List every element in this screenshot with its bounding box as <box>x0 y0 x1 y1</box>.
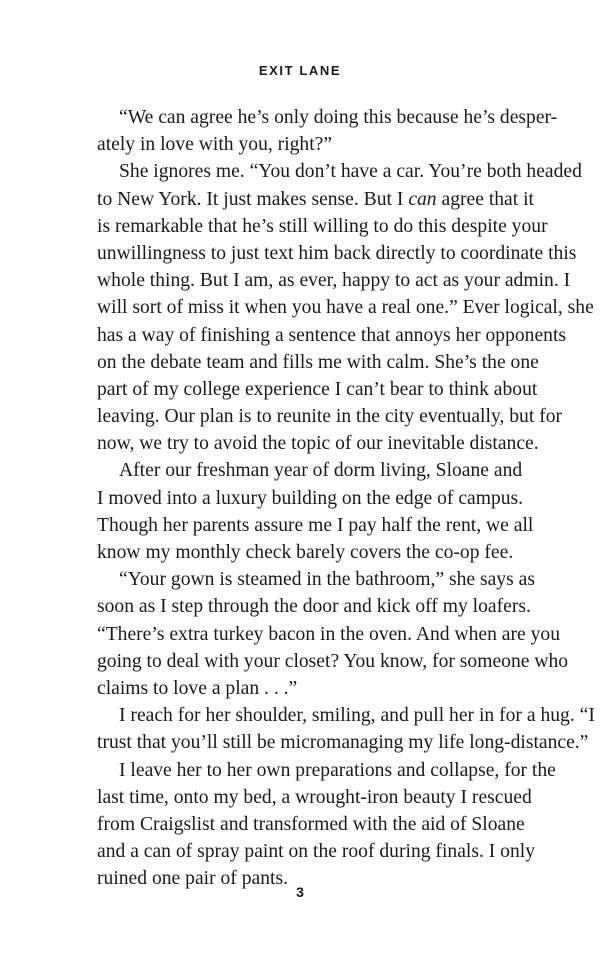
paragraph <box>97 457 534 566</box>
text-line: “We can agree he’s only doing this because he’s desper- <box>119 107 558 128</box>
text-line: I leave her to her own preparations and collapse, for the <box>119 759 556 781</box>
paragraph <box>97 566 569 702</box>
text-line: part of my college experience I can’t bear to think about <box>97 378 538 400</box>
paragraph <box>97 158 594 457</box>
text-line: ately in love with you, right?” <box>97 134 333 156</box>
text-line: is remarkable that he’s still willing to do this despite your <box>97 215 548 237</box>
text-line: She ignores me. “You don’t have a car. You’re both headed <box>119 161 582 183</box>
paragraph <box>97 104 558 158</box>
text-line: Though her parents assure me I pay half the rent, we all <box>97 514 534 536</box>
text-line: “Your gown is steamed in the bathroom,” she says as <box>119 569 535 591</box>
text-line: last time, onto my bed, a wrought-iron beauty I rescued <box>97 786 532 808</box>
text-line: I reach for her shoulder, smiling, and pull her in for a hug. “I <box>119 705 595 727</box>
text-line: has a way of finishing a sentence that annoys her opponents <box>97 324 567 346</box>
text-line: know my monthly check barely covers the co-op fee. <box>97 542 514 563</box>
text-line: After our freshman year of dorm living, Sloane and <box>119 460 523 482</box>
text-line: now, we try to avoid the topic of our inevitable distance. <box>97 433 539 455</box>
text-line: on the debate team and fills me with calm. She’s the one <box>97 351 539 373</box>
text-line: unwillingness to just text him back directly to coordinate this <box>97 242 577 264</box>
page-number: 3 <box>296 884 304 900</box>
text-line: will sort of miss it when you have a real one.” Ever logical, she <box>97 297 594 319</box>
text-line: I moved into a luxury building on the edge of campus. <box>97 487 524 509</box>
text-segment: agree that it <box>436 188 534 210</box>
text-segment: to New York. It just makes sense. But I <box>97 188 409 210</box>
text-line: soon as I step through the door and kick off my loafers. <box>97 596 531 618</box>
emphasis-word: can <box>408 188 437 210</box>
text-line: going to deal with your closet? You know, for someone who <box>97 650 569 672</box>
paragraph <box>97 702 595 756</box>
body-text <box>97 104 595 892</box>
paragraph <box>97 757 556 893</box>
text-line: trust that you’ll still be micromanaging my life long-distance.” <box>97 732 589 754</box>
text-line: claims to love a plan . . .” <box>97 677 298 699</box>
text-line <box>97 186 534 213</box>
text-line: whole thing. But I am, as ever, happy to act as your admin. I <box>97 270 571 292</box>
text-line: “There’s extra turkey bacon in the oven. And when are you <box>97 623 561 645</box>
text-line: from Craigslist and transformed with the aid of Sloane <box>97 813 525 835</box>
text-line: ruined one pair of pants. <box>97 868 288 890</box>
running-head: EXIT LANE <box>258 63 342 78</box>
text-line: leaving. Our plan is to reunite in the city eventually, but for <box>97 406 563 428</box>
text-line: and a can of spray paint on the roof during finals. I only <box>97 841 536 863</box>
